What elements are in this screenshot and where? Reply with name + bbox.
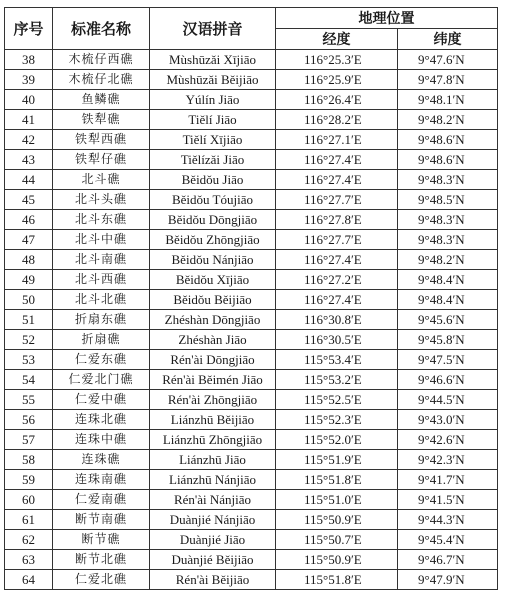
cell-pinyin: Tiělí Jiāo [150,110,276,130]
table-row [5,250,498,270]
cell-number: 40 [5,90,53,110]
cell-longitude: 116°27.7′E [276,190,398,210]
cell-latitude: 9°48.1′N [398,90,498,110]
cell-longitude: 115°53.4′E [276,350,398,370]
cell-latitude: 9°48.2′N [398,250,498,270]
cell-latitude: 9°48.5′N [398,190,498,210]
cell-pinyin: Běidǒu Dōngjiāo [150,210,276,230]
cell-pinyin: Rén'ài Nánjiāo [150,490,276,510]
cell-latitude: 9°45.4′N [398,530,498,550]
cell-number: 43 [5,150,53,170]
table-row [5,310,498,330]
cell-pinyin: Tiělízǎi Jiāo [150,150,276,170]
cell-name: 折扇东礁 [53,310,150,330]
cell-name: 北斗南礁 [53,250,150,270]
header-longitude: 经度 [276,29,398,50]
cell-name: 铁犁礁 [53,110,150,130]
cell-name: 仁爱北门礁 [53,370,150,390]
table-row [5,130,498,150]
cell-name: 北斗头礁 [53,190,150,210]
cell-latitude: 9°45.6′N [398,310,498,330]
cell-number: 60 [5,490,53,510]
cell-longitude: 116°25.3′E [276,50,398,70]
table-row [5,570,498,590]
table-row [5,430,498,450]
cell-name: 断节礁 [53,530,150,550]
cell-name: 连珠中礁 [53,430,150,450]
cell-longitude: 116°27.8′E [276,210,398,230]
cell-pinyin: Běidǒu Xījiāo [150,270,276,290]
cell-number: 45 [5,190,53,210]
cell-pinyin: Liánzhū Běijiāo [150,410,276,430]
cell-latitude: 9°48.4′N [398,270,498,290]
cell-longitude: 116°26.4′E [276,90,398,110]
cell-longitude: 115°51.8′E [276,470,398,490]
cell-longitude: 115°50.9′E [276,510,398,530]
cell-latitude: 9°48.4′N [398,290,498,310]
table-row [5,270,498,290]
cell-pinyin: Rén'ài Zhōngjiāo [150,390,276,410]
cell-number: 41 [5,110,53,130]
cell-name: 木梳仔西礁 [53,50,150,70]
cell-longitude: 116°27.7′E [276,230,398,250]
cell-longitude: 115°52.5′E [276,390,398,410]
cell-longitude: 116°25.9′E [276,70,398,90]
cell-number: 58 [5,450,53,470]
cell-latitude: 9°48.3′N [398,230,498,250]
cell-number: 54 [5,370,53,390]
cell-latitude: 9°46.6′N [398,370,498,390]
cell-latitude: 9°48.3′N [398,170,498,190]
cell-number: 59 [5,470,53,490]
cell-pinyin: Rén'ài Dōngjiāo [150,350,276,370]
cell-name: 北斗西礁 [53,270,150,290]
table-row [5,290,498,310]
cell-name: 断节北礁 [53,550,150,570]
table-row [5,470,498,490]
cell-name: 北斗北礁 [53,290,150,310]
cell-latitude: 9°47.6′N [398,50,498,70]
table-row [5,110,498,130]
cell-pinyin: Liánzhū Nánjiāo [150,470,276,490]
cell-latitude: 9°41.5′N [398,490,498,510]
cell-pinyin: Zhéshàn Dōngjiāo [150,310,276,330]
cell-longitude: 115°52.0′E [276,430,398,450]
cell-name: 北斗中礁 [53,230,150,250]
table-row [5,550,498,570]
cell-number: 53 [5,350,53,370]
cell-name: 鱼鳞礁 [53,90,150,110]
table-row [5,450,498,470]
cell-longitude: 116°27.4′E [276,150,398,170]
cell-number: 55 [5,390,53,410]
cell-pinyin: Duànjié Nánjiāo [150,510,276,530]
table-row [5,150,498,170]
cell-name: 仁爱北礁 [53,570,150,590]
table-row [5,190,498,210]
cell-number: 39 [5,70,53,90]
place-name-table [4,7,498,590]
table-row [5,330,498,350]
cell-latitude: 9°45.8′N [398,330,498,350]
table-row [5,230,498,250]
cell-latitude: 9°44.5′N [398,390,498,410]
cell-number: 48 [5,250,53,270]
table-row [5,530,498,550]
cell-latitude: 9°42.6′N [398,430,498,450]
header-pinyin: 汉语拼音 [150,8,276,50]
cell-longitude: 115°50.9′E [276,550,398,570]
cell-longitude: 116°27.4′E [276,170,398,190]
cell-latitude: 9°46.7′N [398,550,498,570]
cell-name: 北斗礁 [53,170,150,190]
table-body [5,50,498,590]
table-row [5,390,498,410]
cell-number: 64 [5,570,53,590]
table-row [5,70,498,90]
cell-pinyin: Tiělí Xījiāo [150,130,276,150]
cell-latitude: 9°47.5′N [398,350,498,370]
cell-number: 50 [5,290,53,310]
cell-latitude: 9°47.8′N [398,70,498,90]
cell-name: 仁爱中礁 [53,390,150,410]
cell-pinyin: Běidǒu Zhōngjiāo [150,230,276,250]
cell-longitude: 115°51.8′E [276,570,398,590]
table-row [5,50,498,70]
table-row [5,510,498,530]
cell-pinyin: Běidǒu Tóujiāo [150,190,276,210]
cell-pinyin: Yúlín Jiāo [150,90,276,110]
cell-name: 折扇礁 [53,330,150,350]
cell-longitude: 115°50.7′E [276,530,398,550]
table-row [5,490,498,510]
cell-longitude: 116°28.2′E [276,110,398,130]
cell-name: 仁爱南礁 [53,490,150,510]
cell-pinyin: Běidǒu Jiāo [150,170,276,190]
cell-longitude: 115°51.0′E [276,490,398,510]
cell-latitude: 9°48.3′N [398,210,498,230]
table-row [5,350,498,370]
cell-name: 铁犁西礁 [53,130,150,150]
table-row [5,210,498,230]
cell-pinyin: Mùshūzǎi Xījiāo [150,50,276,70]
cell-pinyin: Duànjié Jiāo [150,530,276,550]
cell-pinyin: Rén'ài Běijiāo [150,570,276,590]
cell-latitude: 9°41.7′N [398,470,498,490]
cell-number: 47 [5,230,53,250]
cell-number: 61 [5,510,53,530]
cell-latitude: 9°42.3′N [398,450,498,470]
cell-latitude: 9°48.2′N [398,110,498,130]
cell-name: 连珠北礁 [53,410,150,430]
cell-number: 46 [5,210,53,230]
cell-number: 62 [5,530,53,550]
cell-number: 52 [5,330,53,350]
header-latitude: 纬度 [398,29,498,50]
cell-name: 仁爱东礁 [53,350,150,370]
cell-longitude: 115°53.2′E [276,370,398,390]
cell-longitude: 115°51.9′E [276,450,398,470]
cell-name: 连珠南礁 [53,470,150,490]
cell-latitude: 9°48.6′N [398,130,498,150]
cell-longitude: 116°30.8′E [276,310,398,330]
cell-latitude: 9°47.9′N [398,570,498,590]
cell-longitude: 116°27.4′E [276,250,398,270]
cell-pinyin: Liánzhū Zhōngjiāo [150,430,276,450]
cell-pinyin: Duànjié Běijiāo [150,550,276,570]
header-geographic-location: 地理位置 [276,8,498,29]
cell-number: 38 [5,50,53,70]
cell-longitude: 116°30.5′E [276,330,398,350]
cell-pinyin: Běidǒu Běijiāo [150,290,276,310]
header-standard-name: 标准名称 [53,8,150,50]
header-serial-number: 序号 [5,8,53,50]
cell-pinyin: Liánzhū Jiāo [150,450,276,470]
cell-latitude: 9°44.3′N [398,510,498,530]
cell-longitude: 116°27.2′E [276,270,398,290]
table-row [5,410,498,430]
cell-name: 断节南礁 [53,510,150,530]
table-row [5,90,498,110]
cell-name: 铁犁仔礁 [53,150,150,170]
cell-number: 51 [5,310,53,330]
table-row [5,170,498,190]
cell-name: 木梳仔北礁 [53,70,150,90]
cell-pinyin: Běidǒu Nánjiāo [150,250,276,270]
cell-pinyin: Zhéshàn Jiāo [150,330,276,350]
cell-number: 57 [5,430,53,450]
cell-number: 44 [5,170,53,190]
cell-name: 连珠礁 [53,450,150,470]
header-row-top [5,8,498,29]
cell-pinyin: Rén'ài Běimén Jiāo [150,370,276,390]
cell-longitude: 116°27.4′E [276,290,398,310]
cell-longitude: 116°27.1′E [276,130,398,150]
cell-latitude: 9°48.6′N [398,150,498,170]
cell-number: 42 [5,130,53,150]
cell-number: 49 [5,270,53,290]
cell-name: 北斗东礁 [53,210,150,230]
cell-number: 56 [5,410,53,430]
cell-longitude: 115°52.3′E [276,410,398,430]
table-row [5,370,498,390]
cell-pinyin: Mùshūzǎi Běijiāo [150,70,276,90]
table-wrapper [4,7,498,590]
cell-number: 63 [5,550,53,570]
cell-latitude: 9°43.0′N [398,410,498,430]
